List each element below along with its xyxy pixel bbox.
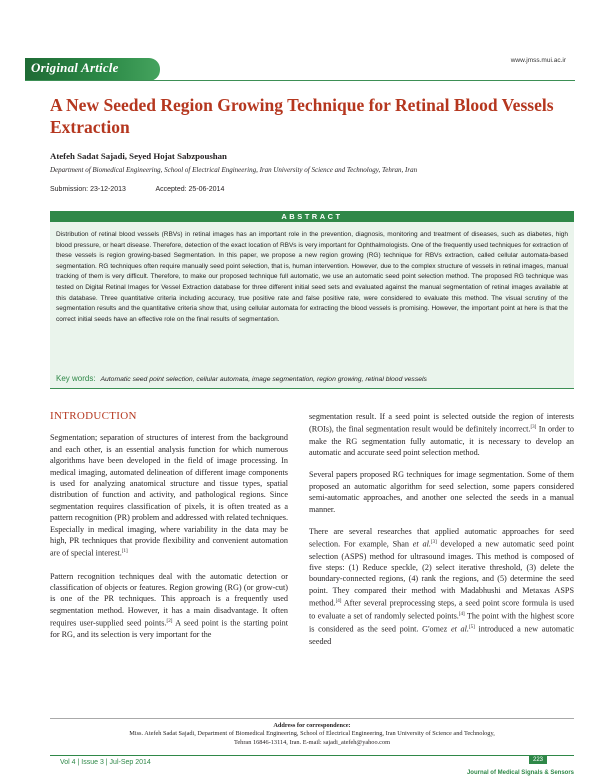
volume-issue: Vol 4 | Issue 3 | Jul-Sep 2014 [60, 759, 151, 766]
page-number: 223 [529, 756, 547, 764]
submission-date: Submission: 23-12-2013 [50, 186, 126, 193]
abstract-box [50, 211, 574, 389]
paragraph: There are several researches that applied automatic approaches for seed selection. For example, Shan et al.[3] developed a new automatic seed point selection (ASPS) method for ultrasound images. This method is composed of five steps: (1) Reduce speckle, (2) select iterative threshold, (3) delete the boundary-connected regions, (4) rank the regions, and (5) determine the seed point. They compared their method with Madabhushi and Metaxas ASPS method.[4] After several preprocessing steps, a seed point score formula is used to evaluate a set of randomly selected points.[4] The point with the highest score is considered as the seed point. G'omez et al.[5] introduced a new automatic seeded [309, 526, 575, 646]
authors: Atefeh Sadat Sajadi, Seyed Hojat Sabzpoushan [50, 151, 227, 161]
citation[interactable]: [2] [166, 619, 173, 625]
article-type-badge [25, 58, 160, 81]
citation[interactable]: [1] [121, 549, 128, 555]
badge-label: Original Article [31, 60, 119, 75]
section-heading-introduction: INTRODUCTION [50, 410, 137, 422]
abstract-text: Distribution of retinal blood vessels (RBVs) in retinal images has an important role in the prevention, diagnosis, monitoring and treatment of diseases, such as diabetes, high blood pressure, or heart disease. Therefore, detection of the exact location of RBVs is very important for Ophthalmologists. One of the frequently used techniques for extraction of these vessels is region growing-based Segmentation. In this paper, we propose a new region growing (RG) technique for RBVs extraction, called cellular automata-based segmentation. RG techniques often require manually seed point selection, that is, human intervention. However, due to the complex structure of vessels in retinal images, manual tracking of them is very difficult. Therefore, to make our proposed technique full automatic, we use an automatic seed point selection method. The proposed RG technique was tested on Digital Retinal Images for Vessel Extraction database for three different initial seed sets and evaluated against the manual segmentation of retinal images available at this database. Three quantitative criteria including accuracy, true positive rate and false positive rate, were considered to evaluate this method. The visual scrutiny of the segmentation results and the quantitative criteria show that, using cellular automata for extracting the blood vessels is promising. However, the important point at here is that the correct initial seeds have an effective role on the final results of segmentation. [56, 231, 568, 323]
correspondence-label: Address for correspondence: [273, 722, 351, 729]
affiliation: Department of Biomedical Engineering, School of Electrical Engineering, Iran University of Science and Technology, Tehran, Iran [50, 166, 418, 174]
right-column [309, 411, 574, 658]
abstract-heading: ABSTRACT [50, 211, 574, 222]
correspondence [50, 718, 574, 747]
paragraph: Segmentation; separation of structures of interest from the background and each other, is an essential analysis function for which numerous algorithms have been developed in the field of image processing. In medical imaging, automated delineation of different image components is used for analyzing anatomical structure and tissue types, spatial distribution of function and activity, and pathological regions. Since segmentation requires classification of pixels, it is often treated as a pattern recognition (PR) problem and addressed with related techniques. Especially in medical imaging, where variability in the data may be high, PR techniques that provide flexibility and convenient automation are of special interest.[1] [50, 433, 288, 559]
citation[interactable]: [4] [458, 612, 465, 618]
journal-name: Journal of Medical Signals & Sensors [466, 770, 574, 776]
citation[interactable]: [4] [335, 599, 342, 605]
journal-url[interactable]: www.jmss.mui.ac.ir [510, 57, 566, 64]
footer-rule [50, 755, 574, 756]
header-divider [25, 80, 575, 81]
article-title: A New Seeded Region Growing Technique for Retinal Blood Vessels Extraction [50, 95, 554, 137]
citation[interactable]: [3] [430, 540, 437, 546]
citation[interactable]: [5] [468, 625, 475, 631]
correspondence-line: Miss. Atefeh Sadat Sajadi, Department of Biomedical Engineering, School of Electrical Engineering, Iran University of Science and Technology, [129, 730, 495, 738]
dates [50, 186, 252, 193]
paragraph: segmentation result. If a seed point is selected outside the region of interests (ROIs), the final segmentation result would be definitely incorrect.[3] In order to make the RG segmentation fully automatic, it is necessary to develop an automatic and accurate seed point selection method. [309, 412, 574, 457]
paragraph: Several papers proposed RG techniques for image segmentation. Some of them proposed an automatic algorithm for seed selection, some papers considered semi-automatic approaches, and another one selected the seeds in a manual manner. [309, 470, 574, 514]
accepted-date: Accepted: 25-06-2014 [155, 186, 225, 193]
correspondence-line: Tehran 16846-13114, Iran. E-mail: sajadi_atefeh@yahoo.com [233, 738, 391, 746]
keywords-label: Key words: [56, 374, 96, 383]
keywords [56, 374, 427, 383]
paragraph: Pattern recognition techniques deal with the automatic detection or classification of objects or features. Region growing (RG) (or grow-cut) is one of the PR techniques. This approach is a frequently used segmentation method. However, it has a main disadvantage. It often requires user-supplied seed points.[2] A seed point is the starting point for RG, and its selection is very important for the [50, 571, 288, 640]
citation[interactable]: [3] [530, 425, 537, 431]
keywords-list: Automatic seed point selection, cellular automata, image segmentation, region growing, retinal blood vessels [100, 376, 427, 383]
left-column [50, 411, 288, 652]
